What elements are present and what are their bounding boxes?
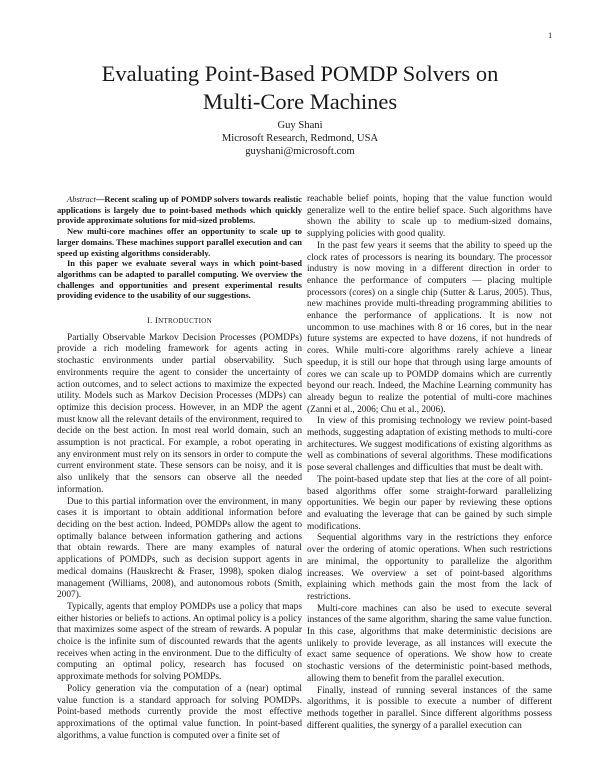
body-paragraph: Typically, agents that employ POMDPs use a policy that maps either histories or beliefs to actions. An optimal policy is a policy that maximizes some aspect of the stream of rewards. A popular choice is the infinite sum of discounted rewards that the agents receives when acting in the environment. Due to the difficulty of computing an optimal policy, research has focused on approximate methods for solving POMDPs. bbox=[57, 601, 302, 683]
author-email: guyshani@microsoft.com bbox=[245, 146, 355, 157]
author-block bbox=[40, 119, 560, 158]
page-number: 1 bbox=[548, 30, 553, 40]
body-paragraph: Sequential algorithms vary in the restrictions they enforce over the ordering of atomic operations. When such restrictions are minimal, the opportunity to parallelize the algorithm increases. We overview a set of point-based algorithms explaining which methods gain the most from the lack of restrictions. bbox=[307, 533, 552, 602]
left-column bbox=[57, 194, 302, 742]
abstract-text: —Recent scaling up of POMDP solvers towards realistic applications is largely due to point-based methods which quickly provide approximate solutions for mid-sized problems. bbox=[57, 194, 302, 226]
body-paragraph: Due to this partial information over the environment, in many cases it is important to obtain additional information before deciding on the best action. Indeed, POMDPs allow the agent to optimally balance between information gathering and actions that obtain rewards. There are many examples of natural applications of POMDPs, such as decision support agents in medical domains (Hauskrecht & Fraser, 1998), spoken dialog management (Williams, 2008), and autonomous robots (Smith, 2007). bbox=[57, 496, 302, 601]
title-line-1: Evaluating Point-Based POMDP Solvers on bbox=[101, 61, 499, 86]
body-paragraph: Policy generation via the computation of a (near) optimal value function is a standard approach for solving POMDPs. Point-based methods currently provide the most effective approximations of the optimal value function. In point-based algorithms, a value function is computed over a finite set of bbox=[57, 683, 302, 741]
abstract-paragraph: In this paper we evaluate several ways in which point-based algorithms can be adapted to parallel computing. We overview the challenges and opportunities and present experimental results providing evidence to the usability of our suggestions. bbox=[57, 258, 302, 301]
author-name: Guy Shani bbox=[277, 120, 323, 131]
body-paragraph: In the past few years it seems that the ability to speed up the clock rates of processors is nearing its boundary. The processor industry is now moving in a different direction in order to enhance the performance of computers — placing multiple processors (cores) on a single chip (Sutter & Larus, 2005). Thus, new machines provide multi-threading programming abilities to enhance the performance of applications. It is now not uncommon to use machines with 8 or 16 cores, but in the near future systems are expected to have dozens, if not hundreds of cores. While multi-core algorithms rarely achieve a linear speedup, it is still our hope that through using large amounts of cores we can scale up to POMDP domains which are currently beyond our reach. Indeed, the Machine Learning community has already begun to realize the potential of multi-core machines (Zanni et al., 2006; Chu et al., 2006). bbox=[307, 240, 552, 415]
section-numeral: I. I bbox=[147, 315, 159, 326]
body-paragraph: In view of this promising technology we review point-based methods, suggesting adaptation of existing methods to multi-core architectures. We suggest modifications of existing algorithms as well as combinations of several algorithms. These modifications pose several challenges and difficulties that must be dealt with. bbox=[307, 416, 552, 474]
author-affiliation: Microsoft Research, Redmond, USA bbox=[221, 133, 379, 144]
abstract-paragraph bbox=[57, 194, 302, 226]
body-paragraph: Finally, instead of running several instances of the same algorithms, it is possible to execute a number of different methods together in parallel. Since different algorithms possess different qualities, the synergy of a parallel execution can bbox=[307, 685, 552, 731]
body-paragraph: Partially Observable Markov Decision Processes (POMDPs) provide a rich modeling framework for agents acting in stochastic environments under partial observability. Such environments require the agent to consider the uncertainty of action outcomes, and to select actions to maximize the expected utility. Models such as Markov Decision Processes (MDPs) can optimize this decision process. However, in an MDP the agent must know all the relevant details of the environment, required to decide on the best action. In most real world domain, such an assumption is not practical. For example, a robot operating in any environment must rely on its sensors in order to compute the current environment state. These sensors can be noisy, and it is also unlikely that the sensors can observe all the needed information. bbox=[57, 332, 302, 495]
right-column bbox=[307, 194, 552, 732]
section-heading-introduction bbox=[57, 315, 302, 328]
body-paragraph: The point-based update step that lies at the core of all point-based algorithms offer some straight-forward parallelizing opportunities. We begin our paper by reviewing these options and evaluating the leverage that can be gained by such simple modifications. bbox=[307, 474, 552, 532]
abstract bbox=[57, 194, 302, 301]
abstract-label: Abstract bbox=[67, 194, 96, 204]
section-heading-rest: NTRODUCTION bbox=[158, 317, 212, 326]
body-paragraph: reachable belief points, hoping that the value function would generalize well to the entire belief space. Such algorithms have shown the ability to scale up to medium-sized domains, supplying policies with good quality. bbox=[307, 194, 552, 240]
abstract-paragraph: New multi-core machines offer an opportunity to scale up to larger domains. These machines support parallel execution and can speed up existing algorithms considerably. bbox=[57, 226, 302, 258]
title-line-2: Multi-Core Machines bbox=[202, 89, 398, 114]
paper-title bbox=[40, 60, 560, 116]
body-paragraph: Multi-core machines can also be used to execute several instances of the same algorithm, sharing the same value function. In this case, algorithms that make deterministic decisions are unlikely to provide leverage, as all instances will execute the exact same sequence of operations. We show how to create stochastic versions of the deterministic point-based methods, allowing them to benefit from the parallel execution. bbox=[307, 603, 552, 684]
